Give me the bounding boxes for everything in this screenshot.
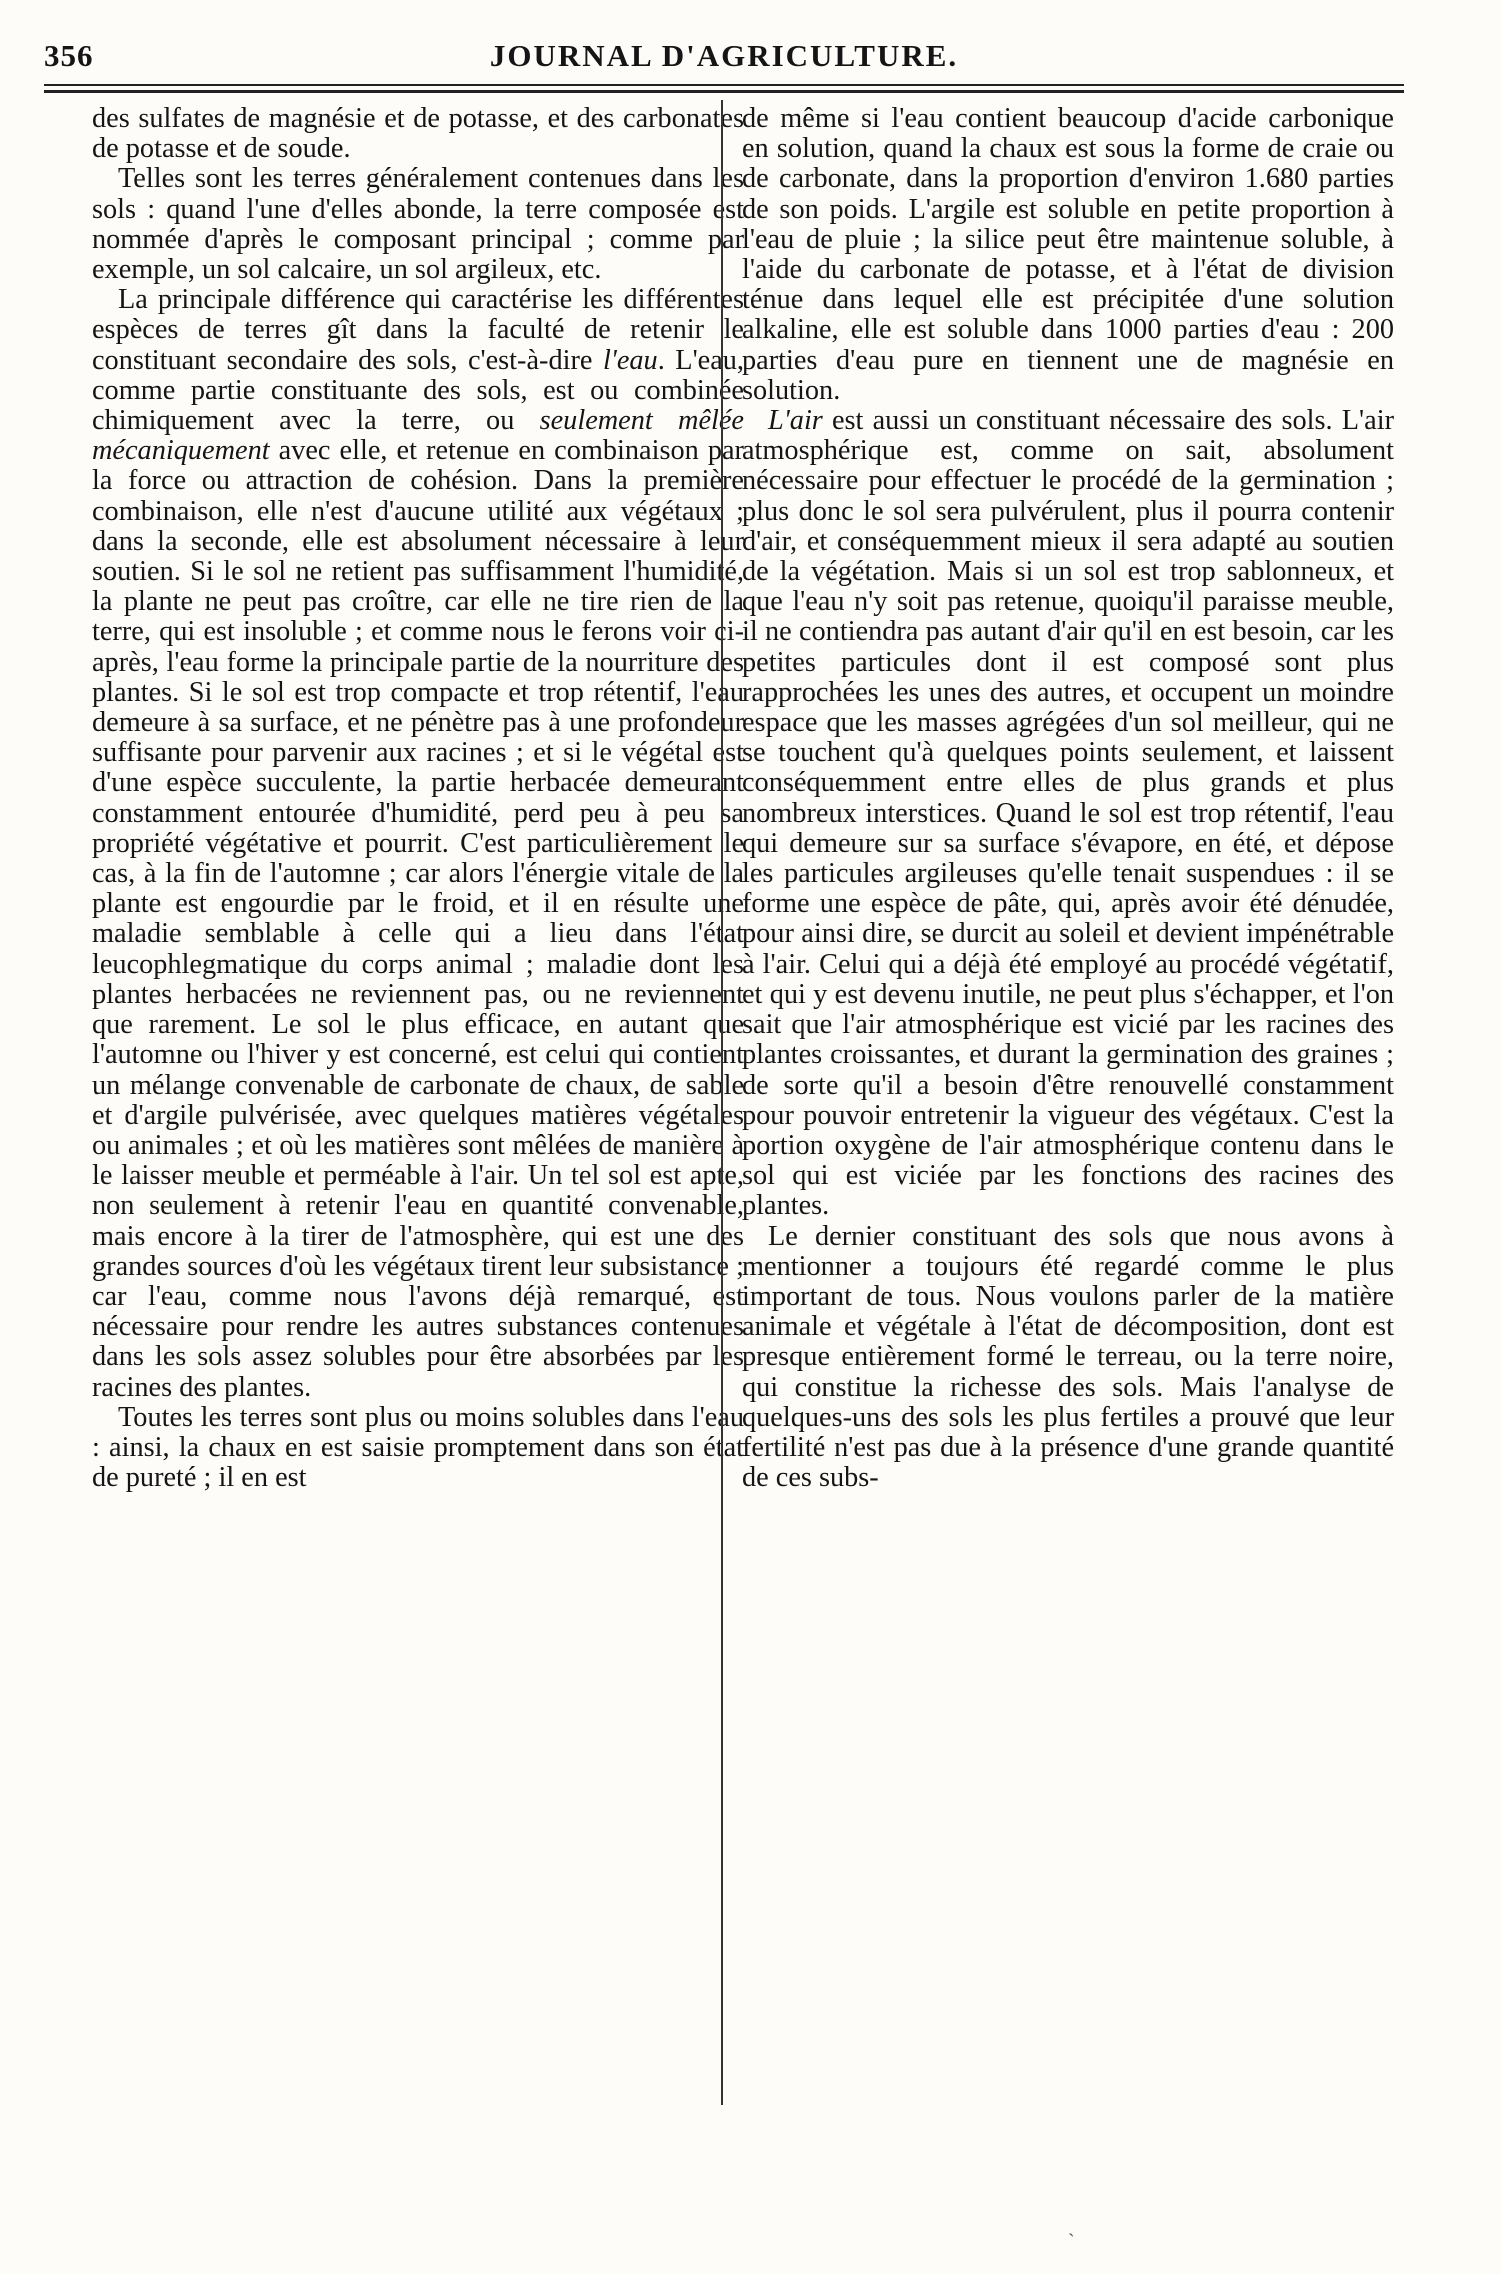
header-rule-thick bbox=[44, 90, 1404, 93]
page-header bbox=[44, 30, 1404, 90]
left-paragraph-3 bbox=[92, 285, 744, 1403]
column-divider bbox=[721, 100, 723, 2105]
right-paragraph-1: de même si l'eau contient beaucoup d'acide carbonique en solution, quand la chaux est sous la forme de craie ou de carbonate, dans la proportion d'environ 1.680 parties de son poids. L'argile est soluble en petite proportion à l'eau de pluie ; la silice peut être maintenue soluble, à l'aide du carbonate de potasse, et à l'état de division ténue dans lequel elle est précipitée d'une solution alkaline, elle est soluble dans 1000 parties d'eau : 200 parties d'eau pure en tiennent une de magnésie en solution. bbox=[742, 103, 1394, 406]
left-paragraph-2: Telles sont les terres généralement contenues dans les sols : quand l'une d'elles abonde, la terre composée est nommée d'après le composant principal ; comme par exemple, un sol calcaire, un sol argileux, etc. bbox=[92, 163, 744, 286]
left-paragraph-1: des sulfates de magnésie et de potasse, et des carbonates de potasse et de soude. bbox=[92, 103, 744, 165]
left-paragraph-3-italic-melee: seulement mêlée mécaniquement bbox=[92, 405, 744, 467]
page-number: 356 bbox=[44, 38, 94, 73]
left-paragraph-3-italic-eau: l'eau bbox=[602, 344, 658, 376]
left-paragraph-4: Toutes les terres sont plus ou moins solubles dans l'eau : ainsi, la chaux en est saisie promptement dans son état de pureté ; il en est bbox=[92, 1401, 744, 1494]
left-paragraph-3-part-b: . L'eau, comme partie constituante des sols, est ou combinée chimiquement avec la terre, ou bbox=[92, 344, 745, 437]
left-paragraph-3-part-c: avec elle, et retenue en combinaison par la force ou attraction de cohésion. Dans la première combinaison, elle n'est d'aucune utilité aux végétaux ; dans la seconde, elle est absolument nécessaire à leur soutien. Si le sol ne retient pas suffisamment l'humidité, la plante ne peut pas croître, car elle ne tire rien de la terre, qui est insoluble ; et comme nous le ferons voir ci-après, l'eau forme la principale partie de la nourriture des plantes. Si le sol est trop compacte et trop rétentif, l'eau demeure à sa surface, et ne pénètre pas à une profondeur suffisante pour parvenir aux racines ; et si le végétal est d'une espèce succulente, la partie herbacée demeurant constamment entourée d'humidité, perd peu à peu sa propriété végétative et pourrit. C'est particulièrement le cas, à la fin de l'automne ; car alors l'énergie vitale de la plante est engourdie par le froid, et il en résulte une maladie semblable à celle qui a lieu dans l'état leucophlegmatique du corps animal ; maladie dont les plantes herbacées ne reviennent pas, ou ne reviennent que rarement. Le sol le plus efficace, en autant que l'automne ou l'hiver y est concerné, est celui qui contient un mélange convenable de carbonate de chaux, de sable et d'argile pulvérisée, avec quelques matières végétales ou animales ; et où les matières sont mêlées de manière à le laisser meuble et perméable à l'air. Un tel sol est apte, non seulement à retenir l'eau en quantité convenable, mais encore à la tirer de l'atmosphère, qui est une des grandes sources d'où les végétaux tirent leur subsistance ; car l'eau, comme nous l'avons déjà remarqué, est nécessaire pour rendre les autres substances contenues dans les sols assez solubles pour être absorbées par les racines des plantes. bbox=[92, 435, 744, 1403]
right-column bbox=[742, 104, 1394, 1493]
stray-ink-mark: ˏ bbox=[1068, 2215, 1075, 2237]
right-paragraph-2-text: est aussi un constituant nécessaire des sols. L'air atmosphérique est, comme on sait, absolument nécessaire pour effectuer le procédé de la germination ; plus donc le sol sera pulvérulent, plus il pourra contenir d'air, et conséquemment mieux il sera adapté au soutien de la végétation. Mais si un sol est trop sablonneux, et que l'eau n'y soit pas retenue, quoiqu'il paraisse meuble, il ne contiendra pas autant d'air qu'il en est besoin, car les petites particules dont il est composé sont plus rapprochées les unes des autres, et occupent un moindre espace que les masses agrégées d'un sol meilleur, qui ne se touchent qu'à quelques points seulement, et laissent conséquemment entre elles de plus grands et plus nombreux interstices. Quand le sol est trop rétentif, l'eau qui demeure sur sa surface s'évapore, en été, et dépose les particules argileuses qu'elle tenait suspendues : il se forme une espèce de pâte, qui, après avoir été dénudée, pour ainsi dire, se durcit au soleil et devient impénétrable à l'air. Celui qui a déjà été employé au procédé végétatif, et qui y est devenu inutile, ne peut plus s'échapper, et l'on sait que l'air atmosphérique est vicié par les racines des plantes croissantes, et durant la germination des graines ; de sorte qu'il a besoin d'être renouvellé constamment pour pouvoir entretenir la vigueur des végétaux. C'est la portion oxygène de l'air atmosphérique contenu dans le sol qui est viciée par les fonctions des racines des plantes. bbox=[742, 405, 1394, 1222]
right-paragraph-2-italic-air: L'air bbox=[768, 405, 823, 437]
left-column bbox=[92, 104, 744, 1493]
left-paragraph-3-part-a: La principale différence qui caractérise les différentes espèces de terres gît dans la faculté de retenir le constituant secondaire des sols, c'est-à-dire bbox=[92, 284, 744, 376]
right-paragraph-3: Le dernier constituant des sols que nous avons à mentionner a toujours été regardé comme le plus important de tous. Nous voulons parler de la matière animale et végétale à l'état de décomposition, dont est presque entièrement formé le terreau, ou la terre noire, qui constitue la richesse des sols. Mais l'analyse de quelques-uns des sols les plus fertiles a prouvé que leur fertilité n'est pas due à la présence d'une grande quantité de ces subs- bbox=[742, 1220, 1394, 1494]
header-rule-thin bbox=[44, 84, 1404, 86]
running-title: JOURNAL D'AGRICULTURE. bbox=[489, 38, 959, 73]
right-paragraph-2 bbox=[742, 406, 1394, 1221]
